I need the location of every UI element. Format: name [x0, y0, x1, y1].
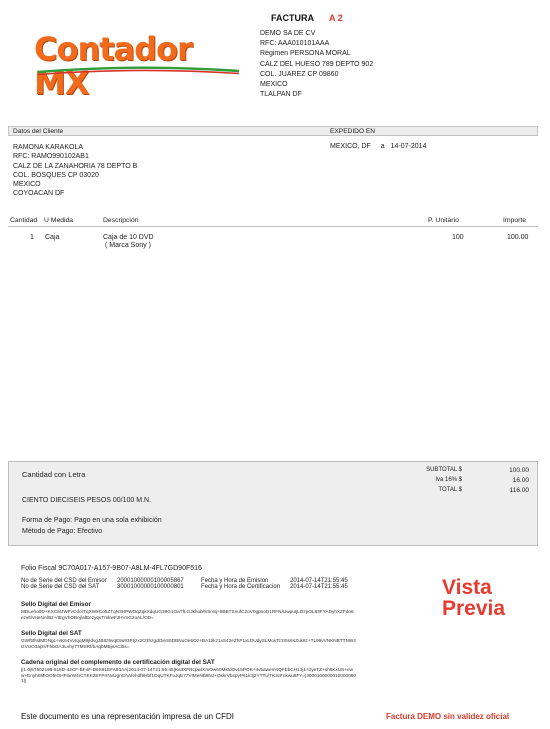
client-header-label: Datos del Cliente: [13, 128, 64, 135]
company-logo: [34, 30, 244, 102]
row-qty: 1: [30, 234, 34, 241]
issuer-street: CALZ DEL HUESO 789 DEPTO 902: [260, 60, 374, 68]
col-description: Descripción: [103, 217, 139, 224]
iva-value: 16.00: [512, 477, 529, 484]
csd-emisor-label: No de Serie del CSD del Emisor: [21, 578, 107, 584]
cadena-text: ||1.0|5T502198-518D-42CF-BF4F-D6S91EFA93AA|2014-07-14T21:55:45|Ka3XFRcpw/XmOw60Mi0dOvL5POK+4v5awem4QFEbCH13j1+2yeTZ+sh6KxUS+eww+EnyhhMlOO5IOHFlarW4rCTEK2EFPrINvUgnGhAfehdf9Hbf1OqUTKFuJqE77VIMeNB8NJ+OkkrVbspyP61lctj2YTTu/TK3cFnkwu8FY=|30001000000100000801||: [21, 667, 356, 684]
sello-emisor-text: MDLeho0D+KXCMJWFvCdorTqXW8Co5ZTqN3HPWOqZqkXdqUG39G1OaTfLGJkhub/SSnSj+6BBTSnufC2oV0gpnoD1RFN/UwpuIjLOzpOL83FYADyhXZFdo6ezv6/vHeNAlBz+/IEgVhOBoj/afEezyqvTmkwFJHVnG2oAL/OD=: [21, 609, 354, 620]
watermark-line-1: Vista: [442, 576, 492, 599]
cadena-title: Cadena original del complemento de certificación digital del SAT: [21, 659, 215, 666]
place-text: MEXICO, DF: [330, 143, 371, 150]
subtotal-value: 100.00: [509, 467, 529, 474]
issuer-regime: Régimen PERSONA MORAL: [260, 50, 351, 58]
amount-words-label: Cantidad con Letra: [22, 470, 86, 479]
preview-watermark: [442, 577, 505, 619]
issue-date: 14-07-2014: [390, 143, 427, 150]
row-amount: 100.00: [507, 234, 529, 241]
amount-words: CIENTO DIECISEIS PESOS 00/100 M.N.: [22, 497, 152, 504]
client-block: [13, 143, 137, 199]
invoice-title: FACTURA: [271, 13, 314, 23]
expedition-place: [330, 143, 426, 150]
issuer-name: DEMO SA DE CV: [260, 30, 316, 37]
col-amount: Importe: [503, 217, 527, 224]
totals-box: [8, 461, 538, 546]
sello-sat-text: GWf5fNdMDNgc+vK64VvrqqM8jIdvgJB8z9vqE9u93PIjzx2O3hzgdOieS5DBNuOe6Oz+BA1bkz1xS42eZhP1xLDUdySLMovTc3r5s6sZuk8z+TL99vVNKNBTTNW4IzVUO3aj3VFhbGA3Lvhy7TMSRf/bAqbMBjnACl5s=: [21, 638, 356, 649]
total-value: 116.00: [509, 487, 529, 494]
client-country: MEXICO: [13, 181, 41, 189]
subtotal-label: SUBTOTAL $: [426, 467, 462, 473]
issuer-colony: COL. JUAREZ CP 09860: [260, 70, 339, 78]
client-rfc: RFC: RAMO990102AB1: [13, 153, 89, 161]
issuer-block: [260, 29, 373, 100]
sello-emisor-title: Sello Digital del Emisor: [21, 601, 91, 608]
date-separator: a: [380, 143, 385, 150]
logo-text: Contador MX: [34, 30, 192, 102]
payment-method: Método de Pago: Efectivo: [22, 528, 103, 535]
csd-sat-value: 30001000000100000801: [117, 584, 184, 590]
csd-sat-label: No de Serie del CSD del SAT: [21, 584, 100, 590]
col-unit-price: P. Unitario: [428, 217, 459, 224]
row-desc-detail: ( Marca Sony ): [105, 242, 151, 249]
fecha-cert-value: 2014-07-14T21:55:45: [290, 584, 348, 590]
fecha-cert-label: Fecha y Hora de Certificacion: [201, 584, 281, 590]
total-label: TOTAL $: [438, 487, 462, 493]
items-table-header: [8, 216, 538, 227]
col-unit: U Medida: [44, 217, 74, 224]
payment-form: Forma de Pago: Pago en una sola exhibición: [22, 517, 162, 524]
fecha-emision-value: 2014-07-14T21:55:45: [290, 578, 348, 584]
col-qty: Cantidad: [10, 217, 38, 224]
logo-swoosh-icon: [36, 66, 241, 76]
row-price: 100: [452, 234, 464, 241]
client-header-bar: [8, 126, 538, 136]
footer-demo-notice: Factura DEMO sin validez oficial: [386, 712, 510, 721]
client-street: CALZ DE LA ZANAHORIA 78 DEPTO B: [13, 162, 138, 170]
expedido-label: EXPEDIDO EN: [330, 128, 376, 135]
watermark-line-2: Previa: [442, 597, 506, 620]
csd-emisor-value: 20001000000100005867: [117, 578, 184, 584]
issuer-country: MEXICO: [260, 81, 288, 89]
row-desc: Caja de 10 DVD: [103, 234, 154, 241]
sello-sat-title: Sello Digital del SAT: [21, 630, 82, 637]
iva-label: Iva 16% $: [435, 477, 462, 483]
folio-fiscal: Folio Fiscal 9C70A017-A157-9B07-A8LM-4FL7GD90F516: [21, 565, 202, 572]
issuer-rfc: RFC: AAA010101AAA: [260, 40, 330, 48]
client-colony: COL. BOSQUES CP 03020: [13, 171, 99, 179]
row-unit: Caja: [45, 234, 60, 241]
client-city: COYOACAN DF: [13, 190, 65, 198]
invoice-series: A 2: [329, 13, 343, 23]
client-name: RAMONA KARAKOLA: [13, 144, 84, 151]
fecha-emision-label: Fecha y Hora de Emision: [201, 578, 269, 584]
footer-disclaimer: Este documento es una representación impresa de un CFDI: [21, 712, 235, 721]
issuer-city: TLALPAN DF: [260, 91, 302, 99]
